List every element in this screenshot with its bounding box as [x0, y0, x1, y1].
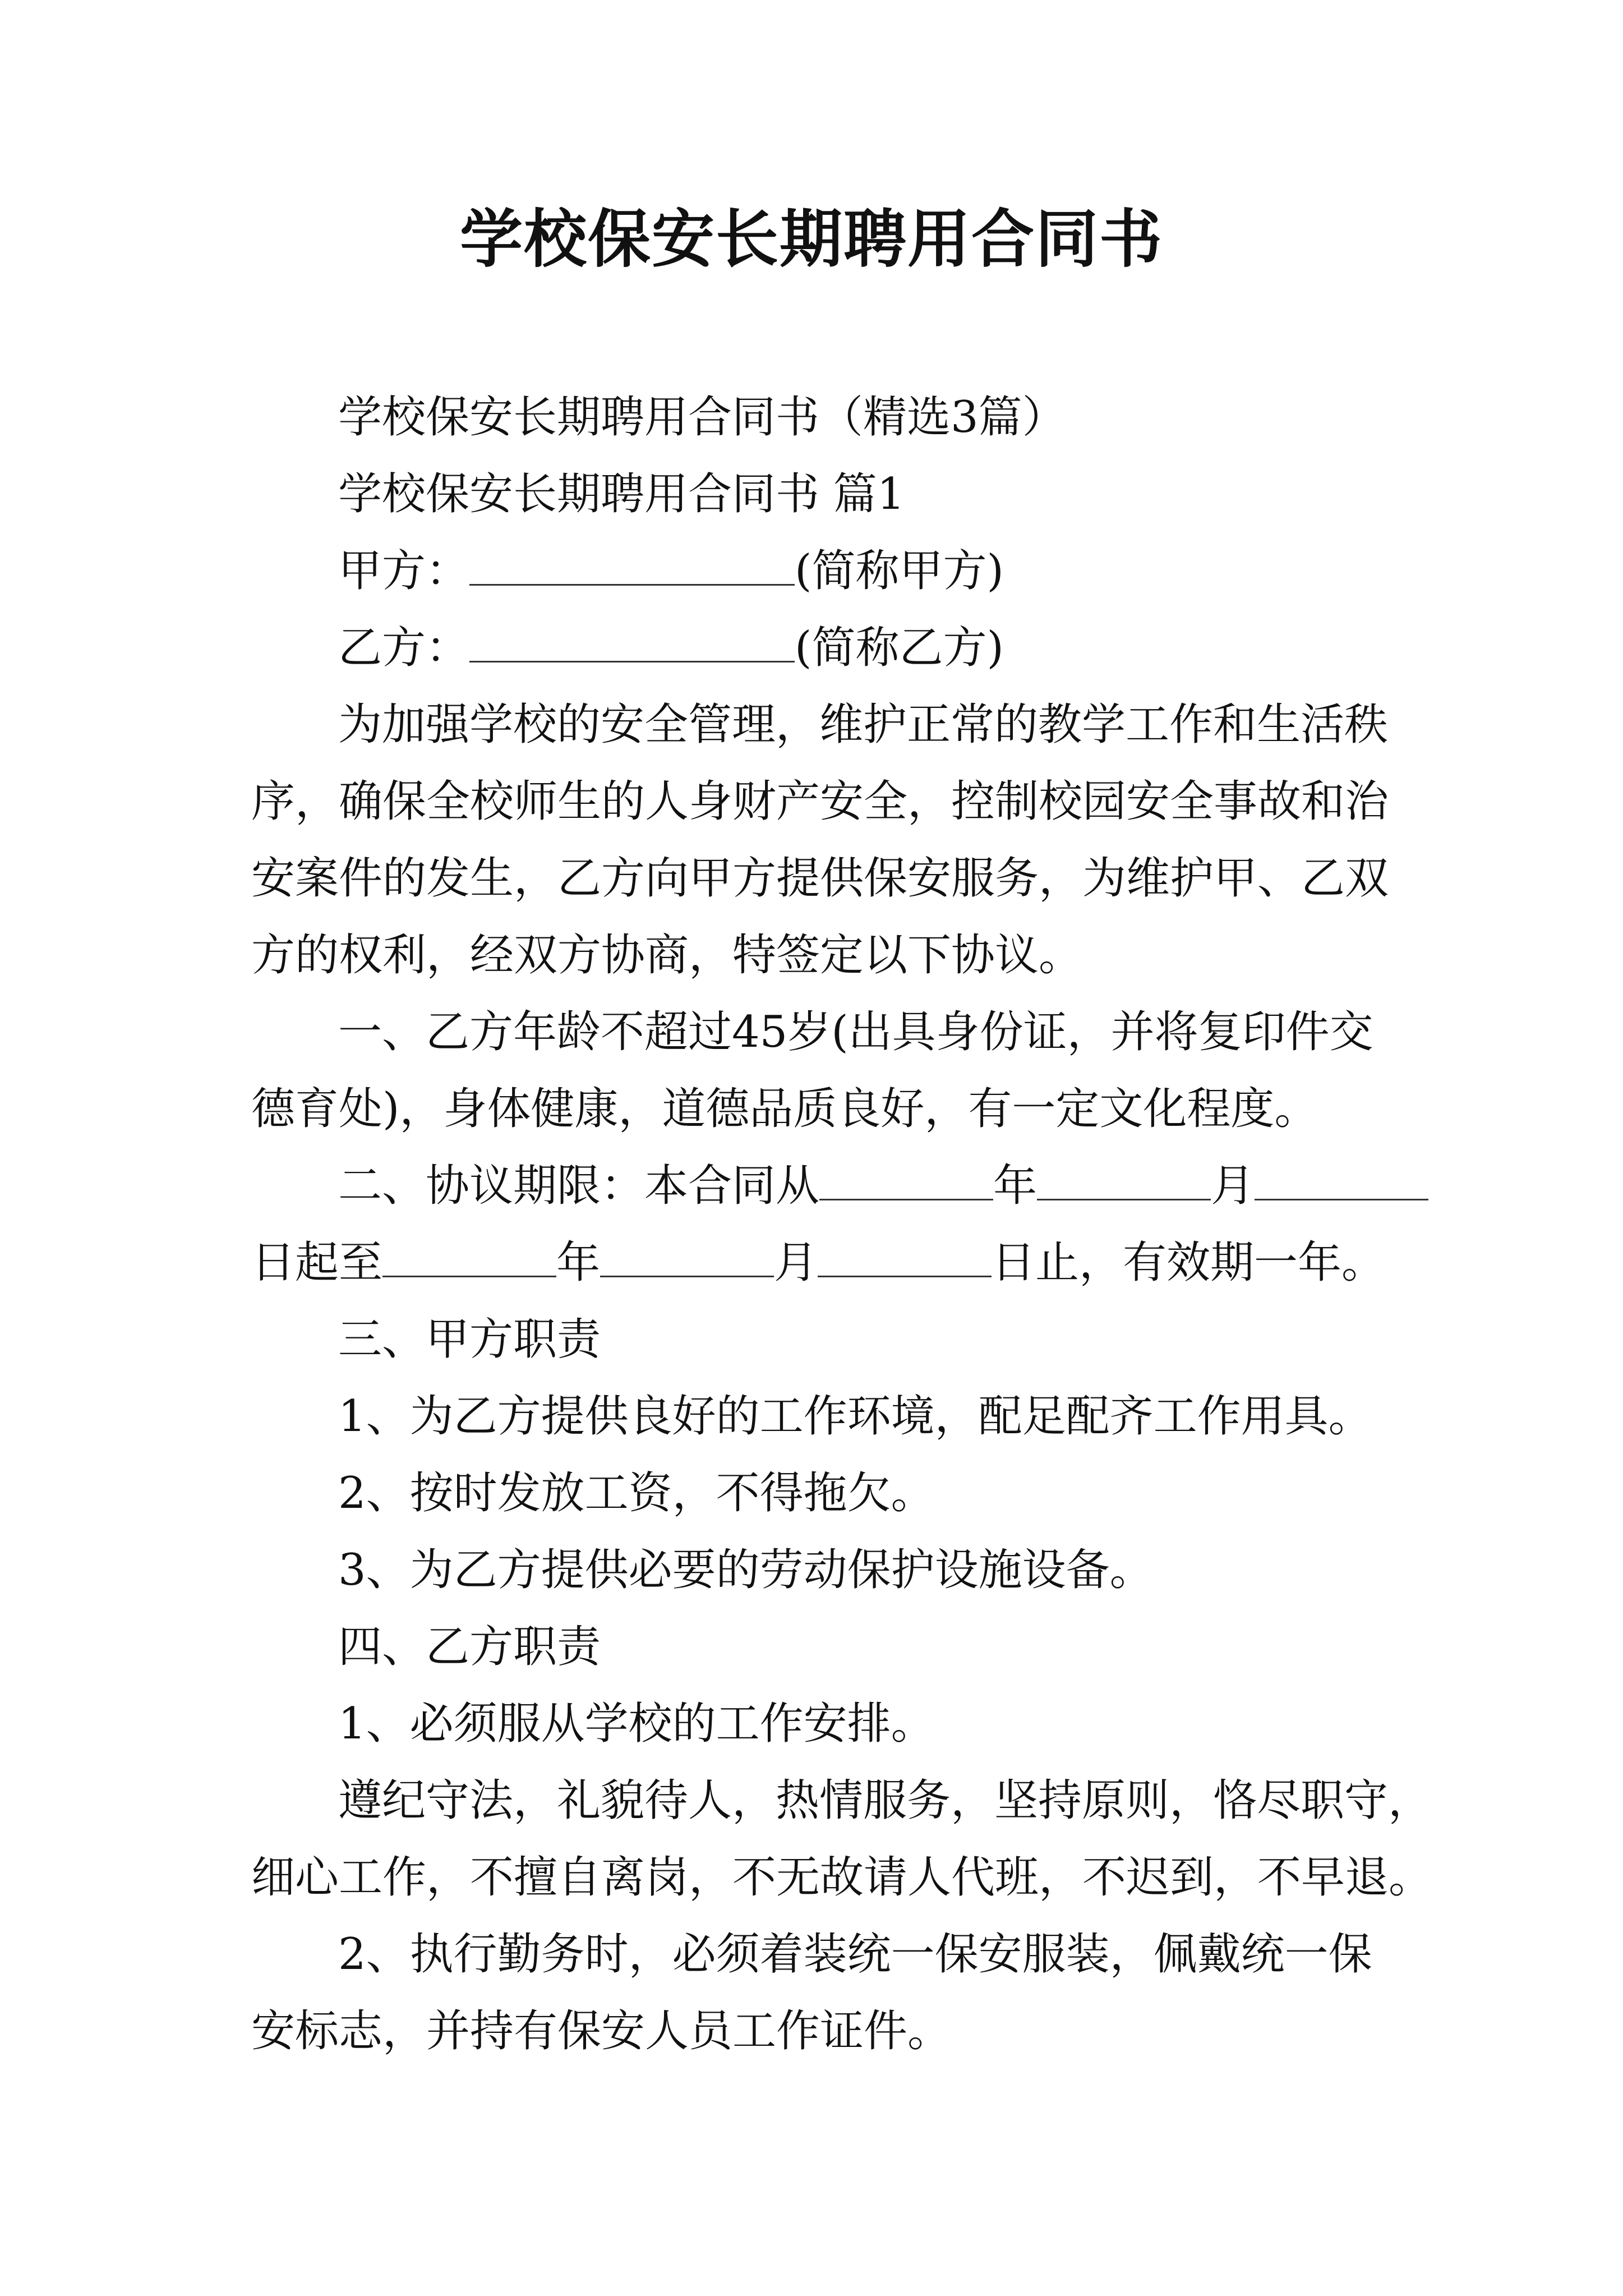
party-b-blank	[469, 617, 795, 662]
month-label: 月	[1211, 1161, 1255, 1211]
party-a-blank	[469, 540, 795, 586]
start-year-blank	[819, 1155, 993, 1200]
end-year-blank	[382, 1232, 556, 1277]
document-title: 学校保安长期聘用合同书	[460, 203, 1163, 276]
intro-line: 序，确保全校师生的人身财产安全，控制校园安全事故和治	[251, 776, 1389, 827]
party-a-label: 甲方：	[338, 546, 470, 596]
subtitle-line: 学校保安长期聘用合同书（精选3篇）	[338, 392, 1066, 443]
year-label: 年	[993, 1161, 1038, 1211]
year-label: 年	[556, 1237, 601, 1288]
document-body	[251, 379, 1433, 2070]
clause2-line	[251, 1225, 1401, 1301]
start-day-blank	[1255, 1155, 1428, 1200]
start-month-blank	[1037, 1155, 1211, 1200]
clause4-item: 1、必须服从学校的工作安排。	[338, 1699, 935, 1749]
clause3-heading: 三、甲方职责	[338, 1314, 601, 1365]
clause1-line: 一、乙方年龄不超过45岁(出具身份证，并将复印件交	[338, 1007, 1373, 1057]
clause3-item: 1、为乙方提供良好的工作环境，配足配齐工作用具。	[338, 1391, 1372, 1442]
clause3-item: 3、为乙方提供必要的劳动保护设施设备。	[338, 1545, 1154, 1595]
party-b-suffix: (简称乙方)	[795, 623, 1004, 673]
clause4-paragraph-line: 细心工作，不擅自离岗，不无故请人代班，不迟到，不早退。	[251, 1852, 1433, 1903]
clause1-line: 德育处)，身体健康，道德品质良好，有一定文化程度。	[251, 1084, 1318, 1134]
day-end-label: 日止，有效期一年。	[992, 1237, 1386, 1288]
party-b-label: 乙方：	[338, 623, 470, 673]
clause2-prefix: 二、协议期限：本合同从	[338, 1161, 820, 1211]
clause3-item: 2、按时发放工资，不得拖欠。	[338, 1468, 935, 1519]
clause4-paragraph-line: 遵纪守法，礼貌待人，热情服务，坚持原则，恪尽职守，	[338, 1775, 1432, 1826]
intro-line: 方的权利，经双方协商，特签定以下协议。	[251, 930, 1083, 981]
section-heading: 学校保安长期聘用合同书 篇1	[338, 469, 905, 519]
intro-line: 安案件的发生，乙方向甲方提供保安服务，为维护甲、乙双	[251, 853, 1389, 904]
end-month-blank	[600, 1232, 774, 1277]
clause4-heading: 四、乙方职责	[338, 1622, 601, 1672]
party-b-line	[251, 610, 1401, 687]
intro-line: 为加强学校的安全管理，维护正常的教学工作和生活秩	[338, 700, 1389, 750]
party-a-suffix: (简称甲方)	[795, 546, 1004, 596]
month-label: 月	[774, 1237, 818, 1288]
clause4-item: 安标志，并持有保安人员工作证件。	[251, 2006, 952, 2056]
clause2-line	[251, 1148, 1401, 1225]
day-start-label: 日起至	[251, 1237, 383, 1288]
party-a-line	[251, 533, 1401, 610]
end-day-blank	[818, 1232, 992, 1277]
clause4-item: 2、执行勤务时，必须着装统一保安服装，佩戴统一保	[338, 1929, 1372, 1980]
